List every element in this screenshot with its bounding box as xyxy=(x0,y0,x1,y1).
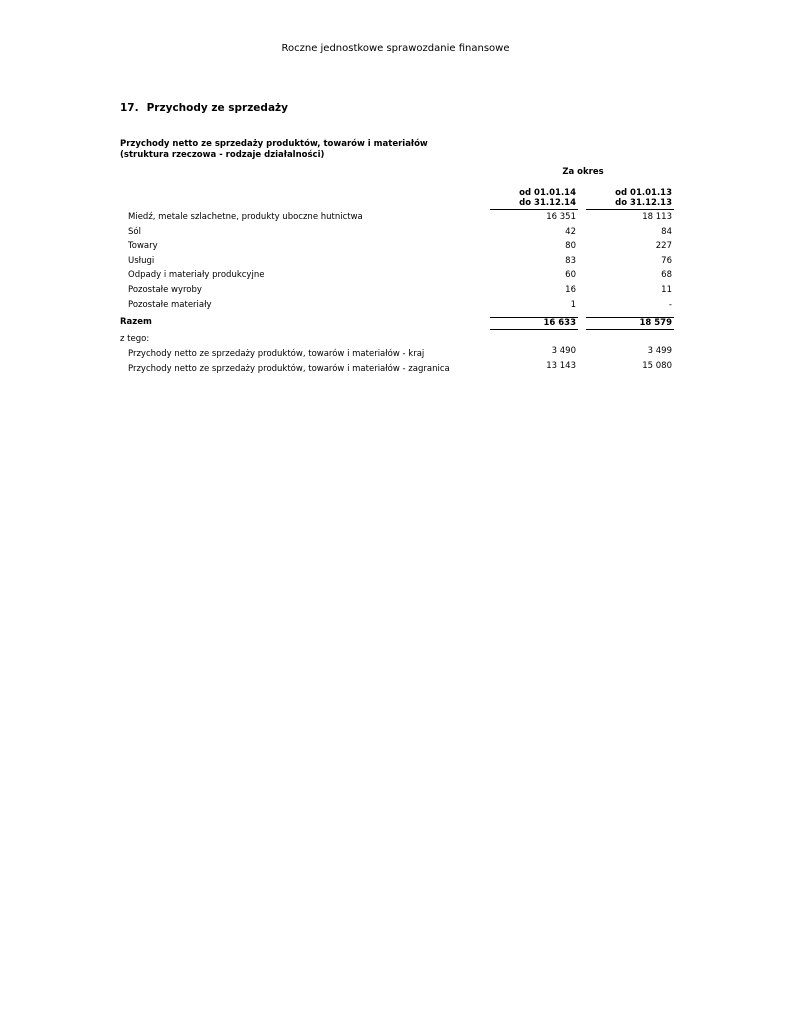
breakdown-intro: z tego: xyxy=(120,334,150,344)
row-label: Pozostałe wyroby xyxy=(128,284,202,295)
breakdown-row xyxy=(0,361,791,376)
total-row xyxy=(0,313,791,327)
column-header-2014 xyxy=(490,188,578,210)
table-row xyxy=(0,241,791,256)
row-value-2013: 11 xyxy=(661,284,672,295)
row-label: Towary xyxy=(128,241,158,252)
row-value-2013: 76 xyxy=(661,255,672,266)
total-value-2013 xyxy=(586,317,674,330)
breakdown-value-2013: 15 080 xyxy=(642,361,672,371)
column-header-2014-from: od 01.01.14 xyxy=(519,188,576,198)
row-label: Sól xyxy=(128,226,141,237)
running-header: Roczne jednostkowe sprawozdanie finansowe xyxy=(281,43,510,54)
total-value-2013-text: 18 579 xyxy=(639,318,672,328)
section-title: Przychody ze sprzedaży xyxy=(146,102,288,114)
table-row xyxy=(0,212,791,227)
row-value-2014: 80 xyxy=(565,241,576,252)
row-value-2014: 16 351 xyxy=(546,212,576,222)
row-value-2014: 83 xyxy=(565,255,576,266)
total-value-2014-text: 16 633 xyxy=(543,318,576,328)
table-row xyxy=(0,256,791,271)
column-header-2013 xyxy=(586,188,674,210)
breakdown-value-2014: 3 490 xyxy=(551,346,576,356)
table-title xyxy=(120,139,428,161)
column-header-2013-to: do 31.12.13 xyxy=(615,198,672,208)
row-label: Usługi xyxy=(128,255,155,266)
row-value-2014: 16 xyxy=(565,284,576,295)
total-value-2014 xyxy=(490,317,578,330)
table-body xyxy=(0,212,791,314)
breakdown-row xyxy=(0,346,791,361)
table-title-line1: Przychody netto ze sprzedaży produktów, towarów i materiałów xyxy=(120,139,428,149)
breakdown-label: Przychody netto ze sprzedaży produktów, towarów i materiałów - zagranica xyxy=(128,364,450,374)
table-row xyxy=(0,227,791,242)
row-value-2013: 18 113 xyxy=(642,212,672,222)
row-label: Odpady i materiały produkcyjne xyxy=(128,270,265,281)
row-value-2014: 42 xyxy=(565,226,576,237)
row-value-2014: 60 xyxy=(565,270,576,281)
breakdown-label: Przychody netto ze sprzedaży produktów, towarów i materiałów - kraj xyxy=(128,349,425,359)
breakdown-body xyxy=(0,346,791,376)
period-header: Za okres xyxy=(562,167,604,177)
column-header-2013-from: od 01.01.13 xyxy=(615,188,672,198)
row-label: Miedź, metale szlachetne, produkty uboczne hutnictwa xyxy=(128,212,363,222)
breakdown-value-2014: 13 143 xyxy=(546,361,576,371)
row-value-2013: 84 xyxy=(661,226,672,237)
table-row xyxy=(0,300,791,315)
row-label: Pozostałe materiały xyxy=(128,299,212,310)
table-row xyxy=(0,270,791,285)
section-heading xyxy=(120,102,288,114)
row-value-2013: 68 xyxy=(661,270,672,281)
table-title-line2: (struktura rzeczowa - rodzaje działalności) xyxy=(120,150,325,160)
row-value-2013: 227 xyxy=(655,241,672,252)
section-number: 17. xyxy=(120,102,139,114)
total-label: Razem xyxy=(120,317,152,327)
breakdown-value-2013: 3 499 xyxy=(647,346,672,356)
row-value-2013: - xyxy=(668,299,672,310)
column-header-2014-to: do 31.12.14 xyxy=(519,198,576,208)
row-value-2014: 1 xyxy=(570,299,576,310)
table-row xyxy=(0,285,791,300)
